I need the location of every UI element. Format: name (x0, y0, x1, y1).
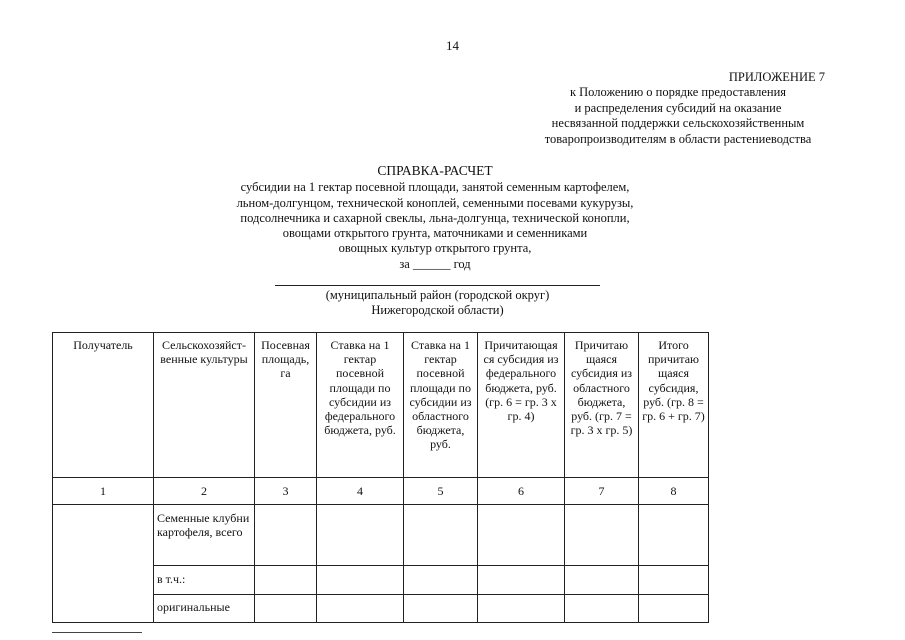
appendix-line: и распределения субсидий на оказание (574, 100, 782, 115)
header-crops: Сельскохозяйст-венные культуры (154, 333, 255, 478)
empty-cell (478, 595, 565, 623)
empty-cell (404, 566, 478, 595)
empty-cell (317, 566, 404, 595)
header-regional-subsidy: Причитаю щаяся субсидия из областного бюджета, руб. (гр. 7 = гр. 3 x гр. 5) (565, 333, 639, 478)
empty-cell (317, 505, 404, 566)
document-heading: СПРАВКА-РАСЧЕТ (377, 163, 493, 178)
empty-cell (404, 595, 478, 623)
document-title-block (205, 163, 665, 272)
column-number: 1 (53, 478, 154, 505)
document-title-line: овощных культур открытого грунта, (338, 241, 532, 256)
header-federal-rate: Ставка на 1 гектар посевной площади по субсидии из федерального бюджета, руб. (317, 333, 404, 478)
empty-cell (255, 595, 317, 623)
document-title-line: подсолнечника и сахарной свеклы, льна-долгунца, технической конопли, (240, 210, 630, 225)
table-header-row (53, 333, 709, 478)
appendix-line: к Положению о порядке предоставления (569, 85, 787, 100)
column-number: 2 (154, 478, 255, 505)
document-title-line: субсидии на 1 гектар посевной площади, занятой семенным картофелем, (240, 180, 630, 195)
municipality-caption-line: Нижегородской области) (371, 303, 504, 317)
document-title-line: льном-долгунцом, технической коноплей, семенными посевами кукурузы, (236, 195, 634, 210)
document-title-line: овощами открытого грунта, маточниками и семенниками (282, 226, 588, 241)
crop-cell: в т.ч.: (154, 566, 255, 595)
header-recipient: Получатель (53, 333, 154, 478)
header-sown-area: Посевная площадь, га (255, 333, 317, 478)
empty-cell (478, 566, 565, 595)
empty-cell (565, 595, 639, 623)
column-number: 5 (404, 478, 478, 505)
column-numbers-row (53, 478, 709, 505)
column-number: 3 (255, 478, 317, 505)
empty-cell (255, 566, 317, 595)
empty-cell (404, 505, 478, 566)
empty-cell (565, 566, 639, 595)
appendix-block (513, 70, 843, 147)
table-row (53, 505, 709, 566)
empty-cell (639, 505, 709, 566)
crop-cell: Семенные клубни картофеля, всего (154, 505, 255, 566)
page-number: 14 (446, 38, 459, 53)
empty-cell (255, 505, 317, 566)
crop-cell: оригинальные (154, 595, 255, 623)
empty-cell (565, 505, 639, 566)
header-total-subsidy: Итого причитаю щаяся субсидия, руб. (гр. 8 = гр. 6 + гр. 7) (639, 333, 709, 478)
empty-cell (639, 566, 709, 595)
column-number: 8 (639, 478, 709, 505)
document-year-line: за ______ год (399, 256, 471, 271)
column-number: 7 (565, 478, 639, 505)
empty-cell (639, 595, 709, 623)
municipality-caption-line: (муниципальный район (городской округ) (325, 288, 550, 302)
appendix-title: ПРИЛОЖЕНИЕ 7 (728, 70, 825, 84)
footnote-separator (52, 632, 142, 633)
appendix-line: несвязанной поддержки сельскохозяйственным (551, 116, 805, 131)
appendix-line: товаропроизводителям в области растениеводства (544, 131, 812, 146)
header-regional-rate: Ставка на 1 гектар посевной площади по субсидии из областного бюджета, руб. (404, 333, 478, 478)
municipality-caption (265, 288, 610, 318)
empty-cell (478, 505, 565, 566)
column-number: 6 (478, 478, 565, 505)
header-federal-subsidy: Причитающая ся субсидия из федерального бюджета, руб. (гр. 6 = гр. 3 x гр. 4) (478, 333, 565, 478)
recipient-cell (53, 505, 154, 623)
column-number: 4 (317, 478, 404, 505)
subsidy-table (52, 332, 709, 623)
empty-cell (317, 595, 404, 623)
municipality-blank-line (275, 285, 600, 286)
